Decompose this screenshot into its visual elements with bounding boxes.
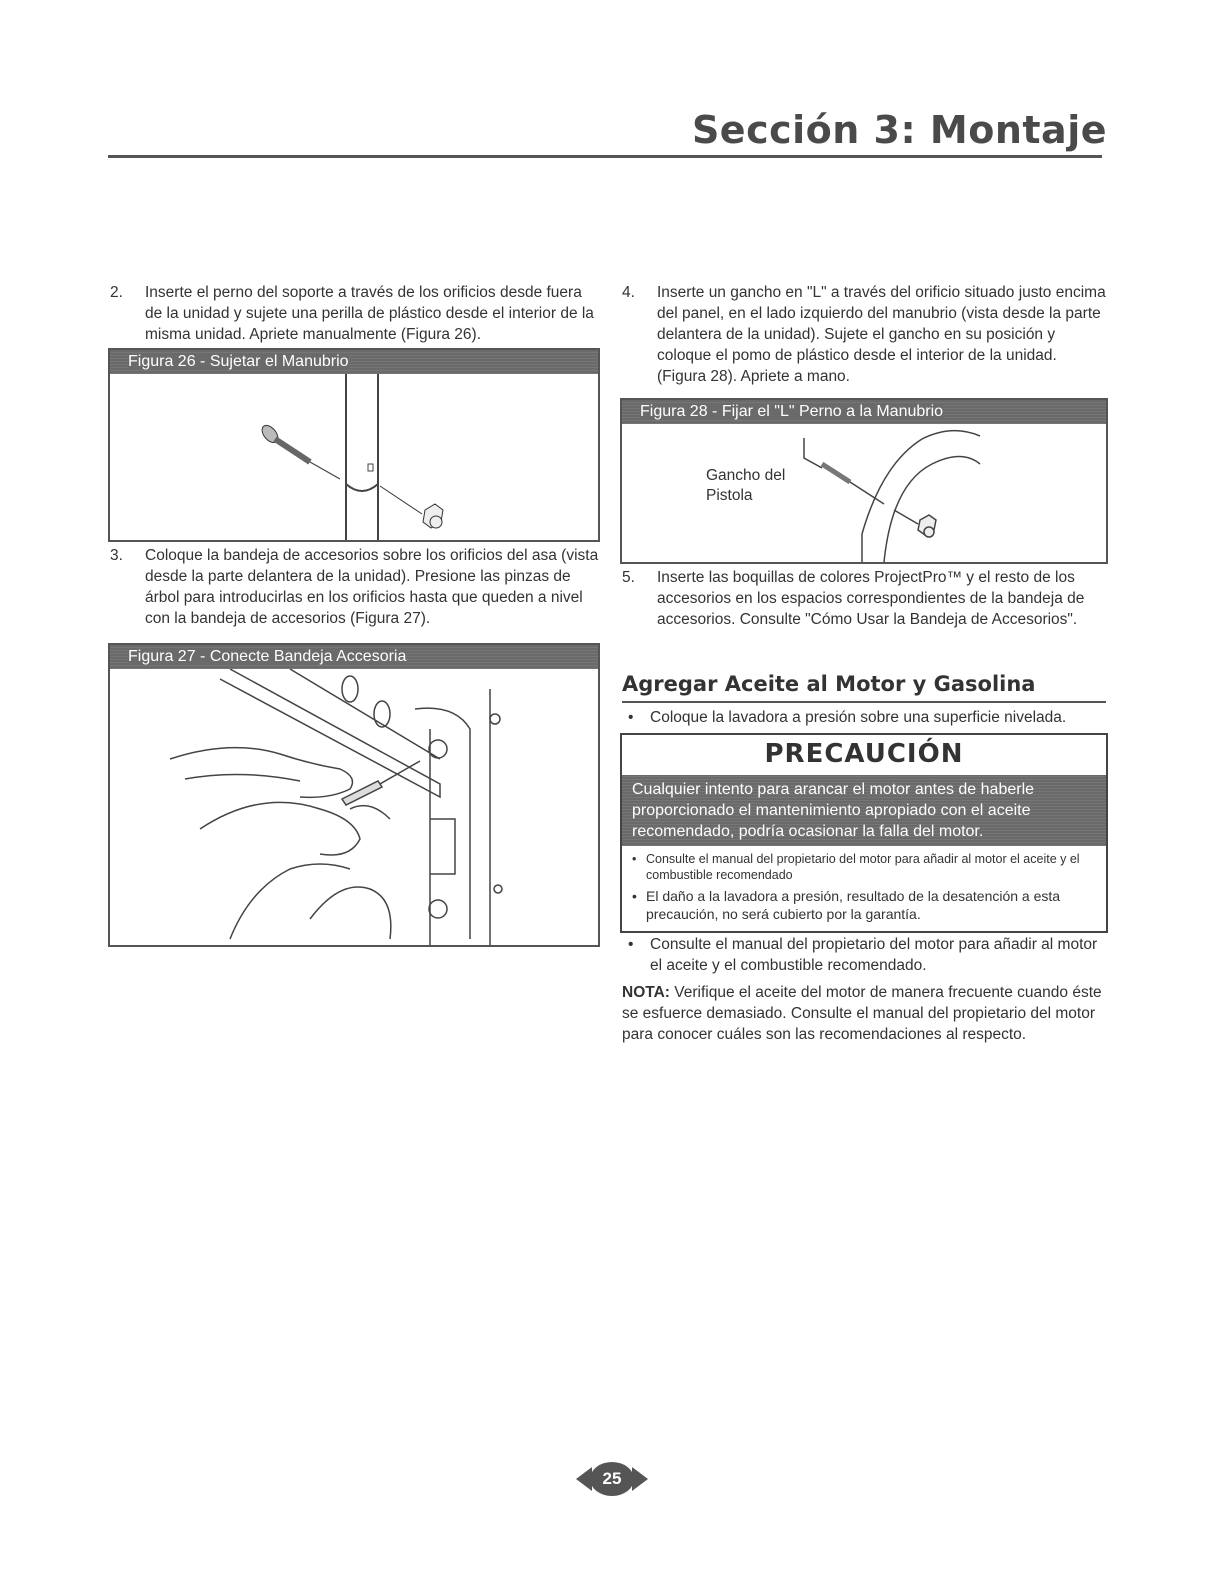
caution-item: • El daño a la lavadora a presión, resultado de la desatención a esta precaución, no será cubierto por la garantía. <box>632 888 1061 922</box>
figure-27-illustration <box>110 669 598 945</box>
bullet-consult-manual-text: Consulte el manual del propietario del motor para añadir al motor el aceite y el combustible recomendado. <box>650 936 1098 974</box>
caution-item: • Consulte el manual del propietario del motor para añadir al motor el aceite y el combustible recomendado <box>632 852 1080 882</box>
step-5 <box>622 567 1106 630</box>
figure-27-caption: Figura 27 - Conecte Bandeja Accesoria <box>110 645 598 669</box>
oil-heading-rule <box>622 701 1106 703</box>
step-3 <box>110 545 600 629</box>
page-number-badge <box>572 1459 652 1499</box>
figure-28-caption: Figura 28 - Fijar el "L" Perno a la Manubrio <box>622 400 1106 424</box>
step-5-number: 5. <box>622 569 635 586</box>
figure-26-caption: Figura 26 - Sujetar el Manubrio <box>110 350 598 374</box>
step-4-text: Inserte un gancho en "L" a través del orificio situado justo encima del panel, en el lado izquierdo del manubrio (vista desde la parte delantera de la unidad). Sujete el gancho en su posición y coloque el pomo de plástico desde el interior de la unidad. (Figura 28). Apriete a mano. <box>657 284 1106 385</box>
bullet-level-surface-text: Coloque la lavadora a presión sobre una superficie nivelada. <box>650 709 1067 726</box>
step-4 <box>622 282 1106 387</box>
oil-heading: Agregar Aceite al Motor y Gasolina <box>622 672 1036 696</box>
step-3-text: Coloque la bandeja de accesorios sobre los orificios del asa (vista desde la parte delantera de la unidad). Presione las pinzas de árbol para introducirlas en los orificios hasta que queden a nivel con la bandeja de accesorios (Figura 27). <box>145 547 599 627</box>
step-3-number: 3. <box>110 547 123 564</box>
note-paragraph <box>622 982 1106 1045</box>
bullet-level-surface: • Coloque la lavadora a presión sobre una superficie nivelada. <box>628 707 1106 728</box>
caution-banner: Cualquier intento para arancar el motor antes de haberle proporcionado el mantenimiento apropiado con el aceite recomendado, podría ocasionar la falla del motor. <box>622 775 1106 846</box>
step-2-text: Inserte el perno del soporte a través de los orificios desde fuera de la unidad y sujete una perilla de plástico desde el interior de la misma unidad. Apriete manualmente (Figura 26). <box>145 284 594 343</box>
figure-26-illustration <box>110 374 598 540</box>
note-text: Verifique el aceite del motor de manera frecuente cuando éste se esfuerce demasiado. Consulte el manual del propietario del motor para conocer cuáles son las recomendaciones al respecto. <box>622 984 1102 1043</box>
figure-28 <box>620 398 1108 564</box>
step-5-text: Inserte las boquillas de colores ProjectPro™ y el resto de los accesorios en los espacios correspondientes de la bandeja de accesorios. Consulte "Cómo Usar la Bandeja de Accesorios". <box>657 569 1085 628</box>
caution-list <box>622 846 1106 923</box>
note-label: NOTA: <box>622 984 670 1001</box>
figure-27 <box>108 643 600 947</box>
caution-item-1-text: Consulte el manual del propietario del motor para añadir al motor el aceite y el combustible recomendado <box>646 852 1080 882</box>
step-2 <box>110 282 600 345</box>
caution-title: PRECAUCIÓN <box>764 739 964 769</box>
figure-28-label-line1: Gancho del <box>706 467 786 484</box>
figure-26 <box>108 348 600 542</box>
header-rule <box>108 155 1102 158</box>
caution-box <box>620 733 1108 933</box>
step-2-number: 2. <box>110 284 123 301</box>
section-title: Sección 3: Montaje <box>691 108 1107 152</box>
caution-item-2-text: El daño a la lavadora a presión, resultado de la desatención a esta precaución, no será cubierto por la garantía. <box>646 888 1061 922</box>
bullet-consult-manual: • Consulte el manual del propietario del motor para añadir al motor el aceite y el combustible recomendado. <box>628 934 1106 976</box>
figure-28-illustration <box>622 424 1106 562</box>
page-number: 25 <box>602 1469 622 1488</box>
figure-28-label-line2: Pistola <box>706 487 753 504</box>
step-4-number: 4. <box>622 284 635 301</box>
